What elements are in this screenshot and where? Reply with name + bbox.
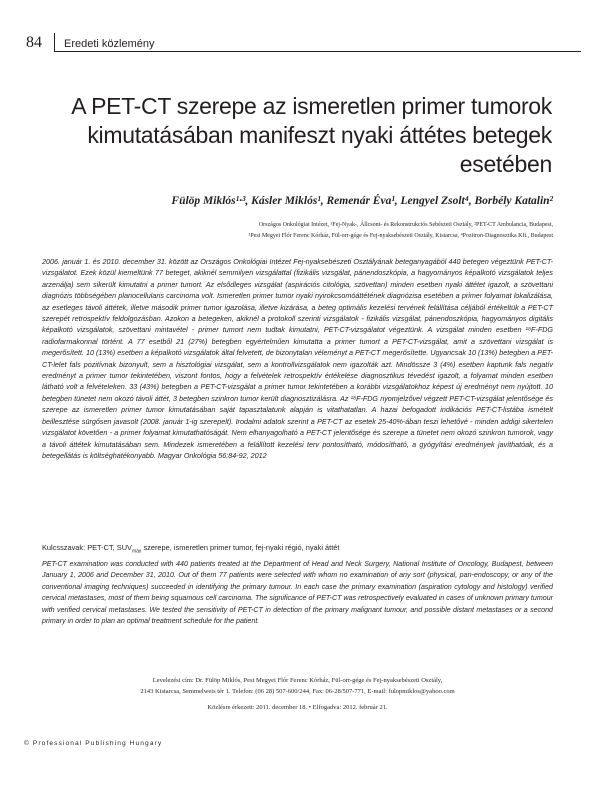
header-rule — [54, 51, 581, 52]
keywords-text-rest: szerepe, ismeretlen primer tumor, fej-nyaki régió, nyaki áttét — [141, 543, 340, 552]
received-dates: Közlésre érkezett: 2011. december 18. • Elfogadva: 2012. február 21. — [207, 704, 388, 711]
keywords-subscript: max — [131, 548, 142, 555]
affiliation-line: ³Pest Megyei Flór Ferenc Kórház, Fül-orr-gége és Fej-nyaksebészeti Osztály, Kistarcsa, ⁴Pozitron-Diagnosztika Kft., Budapest — [248, 233, 553, 239]
address-line: 2143 Kistarcsa, Semmelweis tér 1. Telefon: (06 28) 507-600/244, Fax: 06-28/507-771, E-mail: fulopmiklos@yahoo.com — [140, 688, 455, 695]
affiliations — [100, 220, 553, 242]
address-line: Levelezési cím: Dr. Fülöp Miklós, Pest Megyei Flór Ferenc Kórház, Fül-orr-gége és Fej-nyaksebészeti Osztály, — [152, 677, 443, 684]
english-abstract: PET-CT examination was conducted with 440 patients treated at the Department of Head and Neck Surgery, National Institute of Oncology, Budapest, between January 1, 2006 and December 31, 2010. Out of them 77 patients were selected with whom no examination of any sort (physical, pan-endoscopy, or any of the conventional imaging techniques) succeeded in identifying the primary tumour. In each case the primary examination (aspiration cytology and histology) verified cervical metastases, most of them being squamous cell carcinoma. The significance of PET-CT was retrospectively evaluated in cases of unknown primary tumour with verified cervical metastases. We tested the sensitivity of PET-CT in detection of the primary malignant tumour, and possible distant metastases or a second primary in order to plan an optimal treatment schedule for the patient. — [42, 560, 553, 626]
article-title: A PET-CT szerepe az ismeretlen primer tumorok kimutatásában manifeszt nyaki áttétes betegek esetében — [71, 93, 552, 177]
publisher-footer: © Professional Publishing Hungary — [24, 740, 163, 747]
affiliation-line: Országos Onkológiai Intézet, ¹Fej-Nyak-, Állcsont- és Rekonstrukciós Sebészeti Osztály, ²PET-CT Ambulancia, Budapest, — [258, 222, 553, 228]
correspondence-address — [52, 675, 543, 697]
keywords-label: Kulcsszavak: — [42, 543, 86, 552]
section-label: Eredeti közlemény — [64, 38, 155, 50]
hungarian-abstract: 2006. január 1. és 2010. december 31. között az Országos Onkológiai Intézet Fej-nyaksebészeti Osztályának beteganyagából 440 betegen végeztünk PET-CT-vizsgálatot. Ezek közül kiemeltünk 77 beteget, akiknél semmilyen vizsgálattal (fizikális vizsgálat, pánendoszkópia, a hagyományos képalkotó vizsgálatok teljes arzenálja) sem sikerült kimutatni a primer tumort. Az elsődleges vizsgálat (aspirációs citológia, szövettan) minden esetben nyaki áttétet igazolt, a szövettani diagnózis többségében planocellularis carcinoma volt. Ismeretlen primer tumor nyaki nyirokcsomóáttétének diagnózisa esetében a primer folyamat lokalizálása, az esetleges távoli áttétek, illetve második primer tumor igazolása, illetve kizárása, a beteg optimális kezelési tervének felállítása céljából értékeltük a PET-CT szerepét retrospektív feldolgozásban. Azokon a betegeken, akiknél a protokoll szerinti vizsgálatok - fizikális vizsgálat, pánendoszkópia, hagyományos digitális képalkotó vizsgálatok, szövettani mintavétel - primer tumort nem tudtak kimutatni, PET-CT-vizsgálatot végeztünk. A vizsgálat minden esetben ¹⁸F-FDG radiofarmakonnal történt. A 77 esetből 21 (27%) betegben egyértelműen kimutatta a primer tumort a PET-CT-vizsgálat, amit a szövettani vizsgálat is megerősített. 10 (13%) esetben a képalkotó vizsgálatok által felvetett, de bizonytalan véleményt a PET-CT megerősítette. Ugyancsak 10 (13%) betegben a PET-CT-lelet fals pozitívnak bizonyult, sem a hisztológiai vizsgálat, sem a kontrollvizsgálatok nem igazolták azt. Mindössze 3 (4%) esetben kaptunk fals negatív eredményt a primer tumor tekintetében, viszont fontos, hogy a felvételek retrospektív értékelése diagnosztikus tévedést igazolt, a folyamat minden esetben látható volt a felvételeken. 33 (43%) betegben a PET-CT-vizsgálat a primer tumor tekintetében a korábbi vizsgálatokhoz képest új eredményt nem nyújtott. 10 betegben tünetet nem okozó távoli áttét, 3 betegben szinkron tumor került diagnosztizálásra. Az ¹⁸F-FDG nyomjelzővel végzett PET-CT-vizsgálat jelentősége és szerepe az ismeretlen primer tumor kimutatásában saját tapasztalatunk alapján is vitathatatlan. A hazai befogadott indikációs PET-CT-listába ismételt beillesztése sürgősen javasolt (2008. január 1-ig szerepelt). Irodalmi adatok szerint a PET-CT az esetek 25-40%-ában teszi lehetővé - minden addigi sikertelen vizsgálatot követően - a primer folyamat kimutathatóságát. Nem elhanyagolható a PET-CT jelentősége és szerepe a tünetet nem okozó szinkron tumorok, vagy a távoli áttétek kimutatásában sem. Mindezek ismeretében a felállított kezelési terv pontosítható, módosítható, a gyógyítási eredmények javíthatóak, és a betegellátás is költséghatékonyabb. Magyar Onkológia 56:84-92, 2012 — [42, 257, 553, 460]
keywords-text: PET-CT, SUV — [87, 543, 132, 552]
keywords — [42, 543, 553, 554]
header-divider — [54, 33, 55, 51]
author-list: Fülöp Miklós¹·³, Kásler Miklós¹, Remenár Éva¹, Lengyel Zsolt⁴, Borbély Katalin² — [171, 195, 553, 207]
running-header — [26, 31, 577, 55]
page-number: 84 — [26, 34, 42, 51]
